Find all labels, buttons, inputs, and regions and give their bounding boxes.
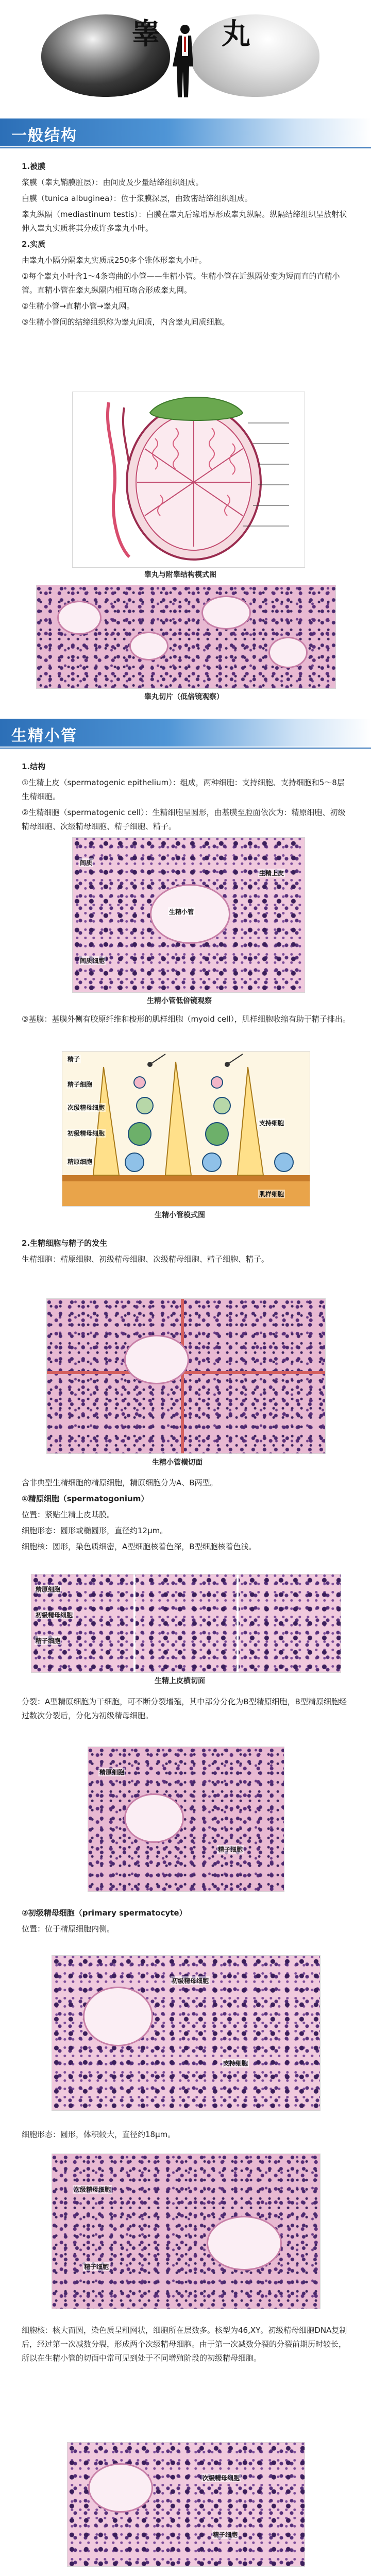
spermatogonia-image	[88, 1747, 284, 1892]
tubule-lumen	[129, 632, 168, 660]
paragraph: 睾丸纵隔（mediastinum testis）：白膜在睾丸后缘增厚形成睾丸纵隔。纵隔结缔组织呈放射状伸入睾丸实质将其分成许多睾丸小叶。	[22, 210, 347, 233]
primary-nucleus-text	[22, 2324, 351, 2367]
figure-label: 次级精母细胞	[203, 2475, 240, 2482]
tubule-lumen	[57, 601, 102, 635]
spermatogenesis-text	[22, 1236, 351, 1268]
paragraph: 细胞核：核大而圆，染色质呈粗网状，细胞所在层数多。核型为46,XY。初级精母细胞DNA复制后，经过第一次减数分裂，形成两个次级精母细胞。由于第一次减数分裂的分裂前期历时较长，所以在生精小管的切面中常可见到处于不同增殖阶段的初级精母细胞。	[22, 2326, 347, 2363]
general-text	[22, 160, 351, 331]
paragraph: ①精原细胞（spermatogonium）	[22, 1494, 149, 1503]
paragraph: 含非典型生精细胞的精原细胞，精原细胞分为A、B两型。	[22, 1478, 218, 1487]
panel-divider	[133, 1574, 136, 1672]
paragraph: 浆膜（睾丸鞘膜脏层）：由间皮及少量结缔组织组成。	[22, 178, 204, 187]
paragraph: 分裂：A型精原细胞为干细胞，可不断分裂增殖，其中部分分化为B型精原细胞，B型精原细胞经过数次分裂后，分化为初级精母细胞。	[22, 1697, 347, 1720]
testis-diagram	[72, 392, 305, 568]
primary-spermatocyte-image	[52, 1955, 321, 2111]
paragraph: ①生精上皮（spermatogenic epithelium）：组成，两种细胞：支持细胞、支持细胞和5～8层生精细胞。	[22, 778, 345, 801]
figure-label: 精原细胞	[99, 1769, 125, 1776]
figure-label: 次级精母细胞	[68, 1104, 105, 1111]
figure-caption: 睾丸与附睾结构模式图	[144, 571, 216, 579]
paragraph: 1.被膜	[22, 162, 46, 171]
figure-label: 精子细胞	[84, 2263, 109, 2270]
tubule-lumen	[268, 637, 308, 668]
tubule-lumen	[124, 1793, 184, 1843]
figure-label: 支持细胞	[259, 1120, 284, 1127]
paragraph: 生精细胞：精原细胞、初级精母细胞、次级精母细胞、精子细胞、精子。	[22, 1255, 269, 1264]
panel-divider	[237, 1574, 239, 1672]
figure-label: 精原细胞	[68, 1158, 93, 1165]
figure-caption: 睾丸切片（低倍镜观察）	[144, 693, 224, 701]
primary-spermatocyte-text	[22, 1906, 351, 1938]
figure-label: 生精上皮	[259, 870, 284, 877]
figure-label: 生精小管	[169, 908, 194, 916]
section-header-tubules	[0, 719, 371, 747]
hero-banner	[0, 0, 371, 103]
interstitial-band	[181, 1299, 184, 1453]
paragraph: ③基膜：基膜外侧有胶原纤维和梭形的肌样细胞（myoid cell），肌样细胞收缩有助于精子排出。	[22, 1014, 350, 1024]
figure-label: 精子细胞	[218, 1846, 243, 1853]
paragraph: 细胞核：圆形，染色质细密，A型细胞核着色深，B型细胞核着色浅。	[22, 1542, 257, 1551]
paragraph: 细胞形态：圆形或椭圆形，直径约12μm。	[22, 1526, 168, 1535]
figure-label: 次级精母细胞	[74, 2186, 111, 2193]
tubule-lumen	[88, 2463, 153, 2513]
paragraph: ③生精小管间的结缔组织称为睾丸间质，内含睾丸间质细胞。	[22, 317, 230, 327]
paragraph: ②生精小管→直精小管→睾丸网。	[22, 301, 134, 311]
paragraph: 白膜（tunica albuginea）：位于浆膜深层，由致密结缔组织组成。	[22, 194, 252, 203]
figure-label: 初级精母细胞	[68, 1130, 105, 1137]
figure-label: 精子细胞	[213, 2531, 238, 2538]
section-divider	[0, 147, 371, 148]
testis-diagram-svg	[73, 392, 305, 567]
paragraph: 位置：紧贴生精上皮基膜。	[22, 1510, 115, 1519]
figure-label: 支持细胞	[223, 2060, 248, 2067]
tubule-lumen	[124, 1335, 189, 1384]
figure-caption: 生精小管低倍镜观察	[147, 997, 212, 1005]
figure-label: 精原细胞	[36, 1586, 61, 1593]
tubule-cross-section-image	[46, 1298, 326, 1454]
figure-label: 肌样细胞	[259, 1191, 284, 1198]
section-title: 生精小管	[11, 727, 77, 745]
paragraph: 位置：位于精原细胞内侧。	[22, 1924, 115, 1934]
interstitial-band	[47, 1371, 325, 1374]
tubule-histology-image	[72, 837, 305, 993]
paragraph: ②生精细胞（spermatogenic cell）：生精细胞呈圆形，由基膜至腔面依次为：精原细胞、初级精母细胞、次级精母细胞、精子细胞、精子。	[22, 808, 346, 831]
section-divider	[0, 748, 371, 749]
histology-image-low-power	[36, 585, 336, 689]
man-figure-image	[173, 23, 197, 100]
tubule-lumen	[201, 596, 251, 630]
light-egg-image	[191, 14, 319, 97]
secondary-spermatocyte-image	[67, 2442, 305, 2567]
basement-text	[22, 1012, 351, 1028]
figure-caption: 生精小管模式图	[155, 1211, 205, 1219]
paragraph: ①每个睾丸小叶含1～4条弯曲的小管——生精小管。生精小管在近纵隔处变为短而直的直精小管。直精小管在睾丸纵隔内相互吻合形成睾丸网。	[22, 272, 340, 295]
figure-label: 间质	[80, 859, 93, 867]
tubules-text	[22, 760, 351, 836]
tubule-schematic-diagram	[62, 1051, 310, 1207]
tubule-lumen	[207, 2216, 282, 2270]
paragraph: ②初级精母细胞（primary spermatocyte）	[22, 1908, 187, 1918]
epithelium-triptych-image	[31, 1574, 341, 1673]
division-text	[22, 1695, 351, 1725]
figure-label: 初级精母细胞	[36, 1612, 73, 1619]
paragraph: 由睾丸小隔分隔睾丸实质成250多个锥体形睾丸小叶。	[22, 256, 207, 265]
paragraph: 1.结构	[22, 762, 46, 771]
figure-label: 精子细胞	[36, 1637, 61, 1645]
hero-title-right: 丸	[222, 17, 252, 51]
figure-label: 间质细胞	[80, 957, 105, 964]
figure-label: 精子	[68, 1056, 80, 1063]
paragraph: 2.生精细胞与精子的发生	[22, 1239, 108, 1248]
tubule-lumen	[83, 1987, 153, 2046]
section-title: 一般结构	[11, 127, 77, 145]
figure-caption: 生精上皮横切面	[155, 1677, 205, 1685]
figure-label: 精子细胞	[68, 1081, 93, 1088]
primary-size-text	[22, 2128, 351, 2144]
paragraph: 2.实质	[22, 240, 46, 249]
section-header-general	[0, 118, 371, 146]
hero-title-left: 睾	[131, 17, 162, 51]
spermatocyte-layer-image	[52, 2154, 321, 2309]
spermatogonia-intro	[22, 1476, 351, 1556]
paragraph: 细胞形态：圆形，体积较大，直径约18μm。	[22, 2130, 176, 2139]
figure-caption: 生精小管横切面	[152, 1459, 203, 1467]
figure-label: 初级精母细胞	[172, 1977, 209, 1985]
